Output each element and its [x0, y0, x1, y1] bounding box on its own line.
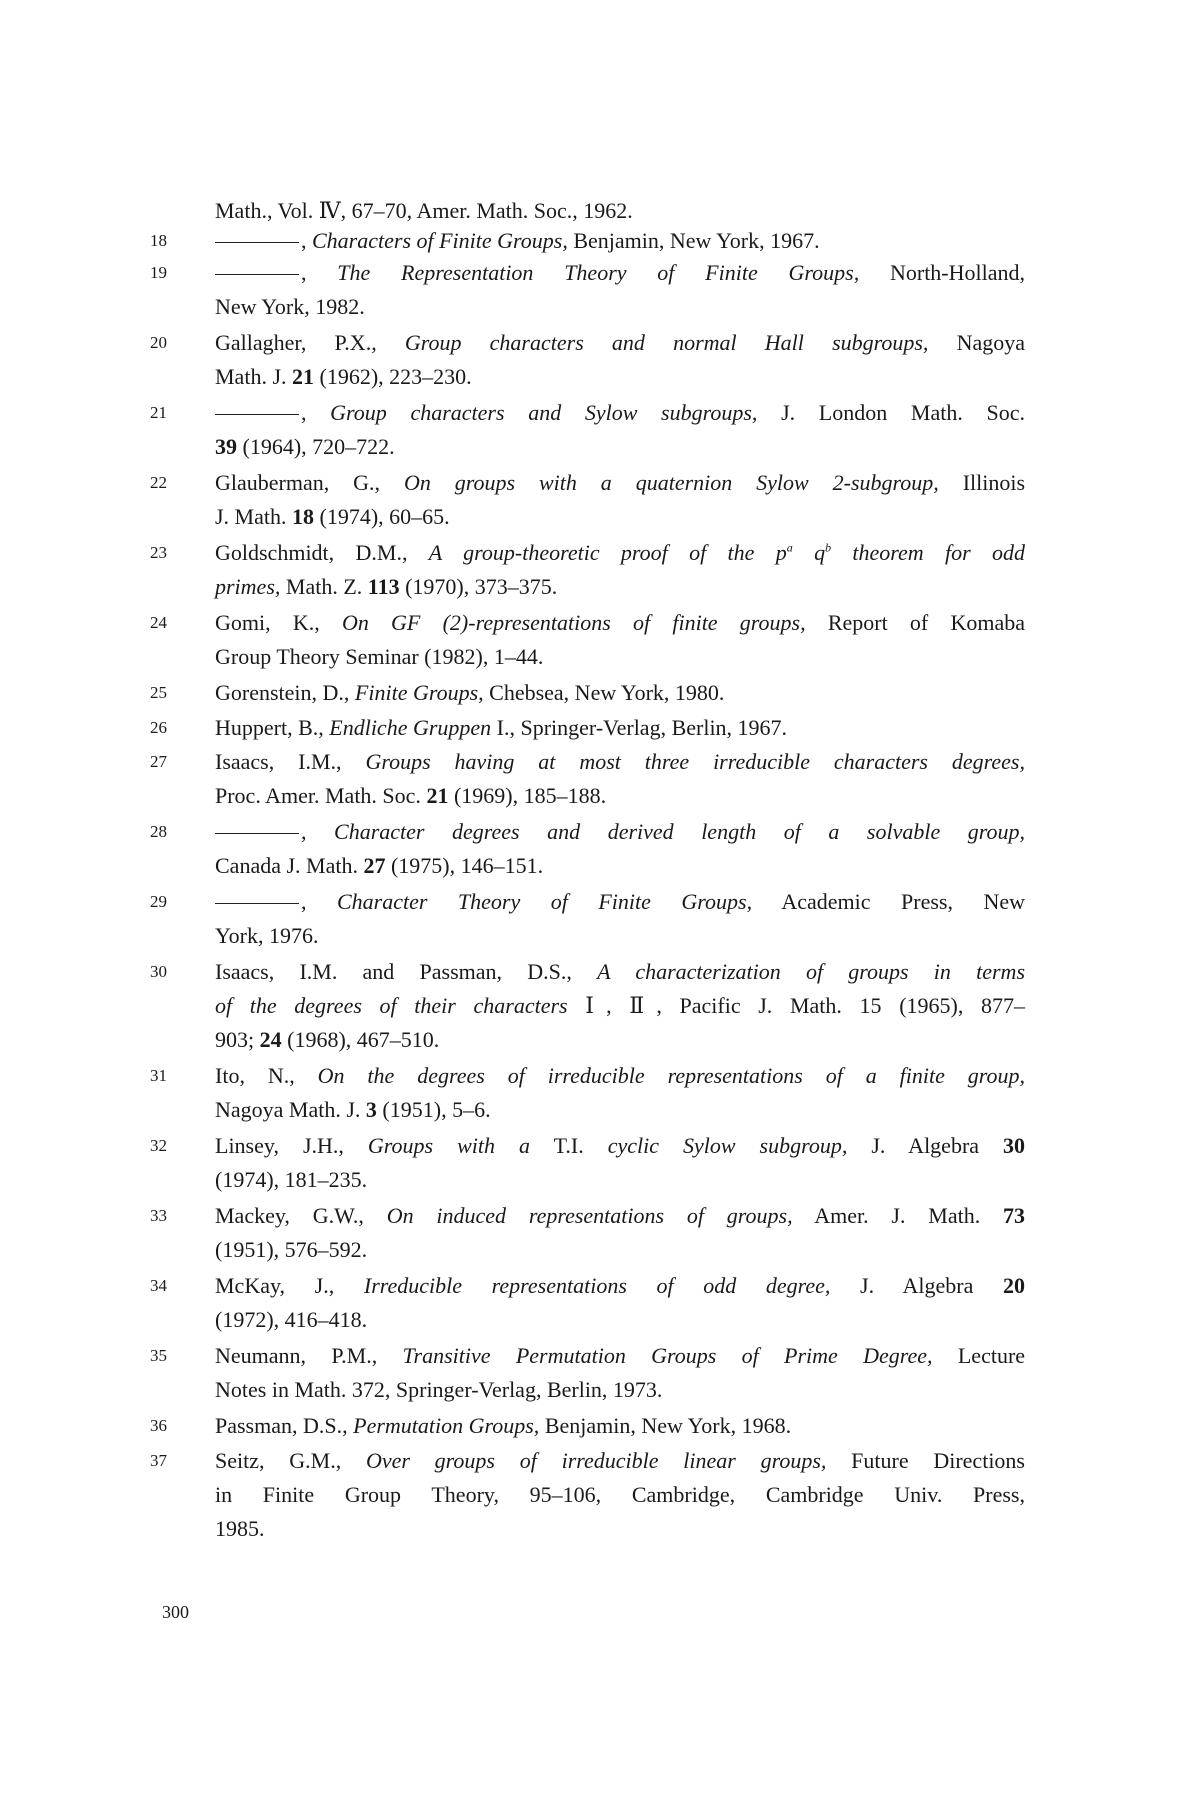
reference-volume: 21	[292, 364, 314, 389]
reference-title: Over groups of irreducible linear groups,	[365, 1448, 827, 1473]
reference-title: Group characters and normal Hall subgroups,	[404, 330, 929, 355]
reference-text: New York, 1982.	[215, 294, 365, 319]
page-number: 300	[162, 1602, 189, 1622]
ditto-dash	[215, 903, 299, 904]
reference-title: Transitive Permutation Groups of Prime Degree,	[402, 1343, 933, 1368]
reference-number: 35	[150, 1346, 167, 1365]
reference-title: A characterization of groups in terms	[597, 959, 1026, 984]
reference-text: Benjamin, New York, 1968.	[544, 1413, 792, 1438]
reference-volume: 73	[1003, 1203, 1026, 1228]
reference-number: 20	[150, 333, 167, 352]
reference-title: Irreducible representations of odd degree,	[363, 1273, 831, 1298]
reference-text: J. Algebra	[860, 1273, 974, 1298]
ditto-dash	[215, 833, 299, 834]
reference-number: 37	[150, 1451, 167, 1470]
reference-author: Passman, D.S.,	[215, 1413, 348, 1438]
reference-text: Benjamin, New York, 1967.	[573, 228, 820, 253]
reference-text: York, 1976.	[215, 923, 319, 948]
reference-text: Math. Z.	[285, 574, 363, 599]
reference-author: Goldschmidt, D.M.,	[215, 540, 408, 565]
reference-text: Notes in Math. 372, Springer-Verlag, Berlin, 1973.	[215, 1377, 663, 1402]
reference-text: (1974), 181–235.	[215, 1167, 368, 1192]
reference-volume: 39	[215, 434, 237, 459]
reference-text: (1974), 60–65.	[319, 504, 450, 529]
reference-text: Report of Komaba	[827, 610, 1025, 635]
reference-number: 19	[150, 263, 167, 282]
reference-number: 29	[150, 892, 167, 911]
reference-title: cyclic Sylow subgroup,	[607, 1133, 848, 1158]
reference-text: Academic Press, New	[781, 889, 1025, 914]
reference-number: 27	[150, 752, 167, 771]
reference-text: T.I.	[553, 1133, 584, 1158]
reference-text: Math., Vol. Ⅳ, 67–70, Amer. Math. Soc., 1962.	[215, 198, 633, 223]
reference-volume: 20	[1003, 1273, 1025, 1298]
reference-text: (1951), 5–6.	[382, 1097, 491, 1122]
reference-text: (1970), 373–375.	[405, 574, 558, 599]
reference-author: Ito, N.,	[215, 1063, 295, 1088]
reference-volume: 30	[1003, 1133, 1026, 1158]
reference-text: Illinois	[962, 470, 1026, 495]
reference-text: Group Theory Seminar (1982), 1–44.	[215, 644, 544, 669]
reference-author: Neumann, P.M.,	[215, 1343, 378, 1368]
reference-number: 30	[150, 962, 167, 981]
reference-text: 1985.	[215, 1516, 265, 1541]
reference-title: primes,	[215, 574, 281, 599]
reference-author: Gorenstein, D.,	[215, 680, 350, 705]
reference-number: 33	[150, 1206, 167, 1225]
reference-text: Math. J.	[215, 364, 287, 389]
reference-text: Proc. Amer. Math. Soc.	[215, 783, 421, 808]
reference-author: Glauberman, G.,	[215, 470, 381, 495]
reference-text: J. Math.	[215, 504, 287, 529]
ditto-dash	[215, 274, 299, 275]
reference-number: 34	[150, 1276, 167, 1295]
reference-number: 28	[150, 822, 167, 841]
reference-volume: 3	[365, 1097, 377, 1122]
reference-text: North-Holland,	[889, 260, 1026, 285]
ditto-dash	[215, 414, 299, 415]
reference-author: McKay, J.,	[215, 1273, 335, 1298]
reference-title: Finite Groups,	[354, 680, 484, 705]
reference-title: On the degrees of irreducible representations of a finite group,	[317, 1063, 1026, 1088]
reference-author: Isaacs, I.M. and Passman, D.S.,	[215, 959, 572, 984]
reference-text: Chebsea, New York, 1980.	[489, 680, 725, 705]
reference-author: Isaacs, I.M.,	[215, 749, 342, 774]
ditto-dash	[215, 242, 299, 243]
reference-text: (1969), 185–188.	[453, 783, 607, 808]
reference-text: Ⅰ, Ⅱ, Pacific J. Math. 15 (1965), 877–	[585, 993, 1026, 1018]
reference-title: On GF (2)-representations of finite groups,	[341, 610, 806, 635]
reference-list: Math., Vol. Ⅳ, 67–70, Amer. Math. Soc., 1962. 18 , Characters of Finite Groups, Benjamin, New York, 1967. 19 , The Representation Theory of Finite Groups, North-Holland, New York, 1982. 20 Gallagher, P.X., Group characters and normal Hall subgroups, Nagoya Math. J. 21 (1962), 223–230. 21 , Group characters and Sylow subgroups, J. London Math. Soc. 39 (1964), 720–722. 22 Glauberman, G., On groups with a quaternion Sylow 2-subgroup, Illinois J. Math. 18 (1974), 60–65. 23 Goldschmidt, D.M., A group-theoretic proof of the $p^a$ $q^b$ theorem for odd primes, Math. Z. 113 (1970), 373–375. 24 Gomi, K., On GF (2)-representations of finite groups, Report of Komaba Group Theory Seminar (1982), 1–44. 25 Gorenstein, D., Finite Groups, Chebsea, New York, 1980. 26 Huppert, B., Endliche Gruppen I., Springer-Verlag, Berlin, 1967. 27 Isaacs, I.M., Groups having at most three irreducible characters degrees, Proc. Amer. Math. Soc. 21 (1969), 185–188. 28 , Character degrees and derived length of a solvable group, Canada J. Math. 27 (1975), 146–151. 29 , Character Theory of Finite Groups, Academic Press, New York, 1976. 30 Isaacs, I.M. and Passman, D.S., A characterization of groups in terms of the degrees of their characters Ⅰ, Ⅱ, Pacific J. Math. 15 (1965), 877– 903; 24 (1968), 467–510. 31 Ito, N., On the degrees of irreducible representations of a finite group, Nagoya Math. J. 3 (1951), 5–6. 32 Linsey, J.H., Groups with a T.I. cyclic Sylow subgroup, J. Algebra 30 (1974), 181–235. 33 Mackey, G.W., On induced representations of groups, Amer. J. Math. 73 (1951), 576–592. 34 McKay, J., Irreducible representations of odd degree, J. Algebra 20 (1972), 416–418. 35 Neumann, P.M., Transitive Permutation Groups of Prime Degree, Lecture Notes in Math. 372, Springer-Verlag, Berlin, 1973. 36 Passman, D.S., Permutation Groups, Benjamin, New York, 1968. 37 Seitz, G.M., Over groups of irreducible linear groups, Future Directions in Finite Group Theory, 95–106, Cambridge, Cambridge Univ. Press, 1985.	[0, 0, 1200, 1800]
reference-title: On groups with a quaternion Sylow 2-subgroup,	[403, 470, 939, 495]
reference-number: 25	[150, 683, 167, 702]
reference-author: Mackey, G.W.,	[215, 1203, 364, 1228]
reference-title: Groups having at most three irreducible characters degrees,	[365, 749, 1025, 774]
reference-volume: 24	[259, 1027, 282, 1052]
reference-text: 903;	[215, 1027, 255, 1052]
reference-author: Linsey, J.H.,	[215, 1133, 344, 1158]
reference-text: Canada J. Math.	[215, 853, 358, 878]
reference-text: (1964), 720–722.	[242, 434, 395, 459]
reference-text: Nagoya Math. J.	[215, 1097, 361, 1122]
reference-number: 36	[150, 1416, 167, 1435]
reference-title: Group characters and Sylow subgroups,	[330, 400, 758, 425]
reference-text: (1968), 467–510.	[287, 1027, 440, 1052]
reference-volume: 21	[426, 783, 449, 808]
reference-text: Nagoya	[956, 330, 1026, 355]
reference-text: Amer. J. Math.	[814, 1203, 981, 1228]
reference-volume: 18	[292, 504, 314, 529]
reference-title: The Representation Theory of Finite Groups,	[337, 260, 860, 285]
reference-author: Gomi, K.,	[215, 610, 320, 635]
reference-number: 32	[150, 1136, 167, 1155]
reference-title: Characters of Finite Groups,	[312, 228, 568, 253]
reference-title: Endliche Gruppen	[329, 715, 492, 740]
reference-text: Lecture	[957, 1343, 1026, 1368]
reference-author: Huppert, B.,	[215, 715, 324, 740]
reference-text: J. London Math. Soc.	[781, 400, 1025, 425]
reference-author: Seitz, G.M.,	[215, 1448, 342, 1473]
reference-title: Groups with a	[367, 1133, 530, 1158]
reference-title: Character degrees and derived length of a solvable group,	[334, 819, 1026, 844]
reference-text: I., Springer-Verlag, Berlin, 1967.	[496, 715, 788, 740]
reference-text: Future Directions	[851, 1448, 1025, 1473]
reference-title: Character Theory of Finite Groups,	[337, 889, 753, 914]
reference-number: 31	[150, 1066, 167, 1085]
reference-title: A group-theoretic proof of the $p^a$ $q^b$ theorem for odd	[428, 540, 1026, 565]
reference-number: 23	[150, 543, 167, 562]
reference-number: 26	[150, 718, 167, 737]
reference-text: J. Algebra	[871, 1133, 980, 1158]
reference-title: Permutation Groups,	[353, 1413, 540, 1438]
reference-text: (1951), 576–592.	[215, 1237, 368, 1262]
reference-title: of the degrees of their characters	[215, 993, 568, 1018]
reference-text: (1975), 146–151.	[390, 853, 544, 878]
reference-title: On induced representations of groups,	[386, 1203, 793, 1228]
reference-volume: 113	[367, 574, 400, 599]
reference-number: 18	[150, 231, 167, 250]
reference-text: (1962), 223–230.	[319, 364, 472, 389]
reference-volume: 27	[363, 853, 386, 878]
reference-text: (1972), 416–418.	[215, 1307, 368, 1332]
reference-number: 22	[150, 473, 167, 492]
reference-text: in Finite Group Theory, 95–106, Cambridge, Cambridge Univ. Press,	[215, 1482, 1025, 1507]
reference-number: 24	[150, 613, 167, 632]
reference-number: 21	[150, 403, 167, 422]
reference-author: Gallagher, P.X.,	[215, 330, 377, 355]
